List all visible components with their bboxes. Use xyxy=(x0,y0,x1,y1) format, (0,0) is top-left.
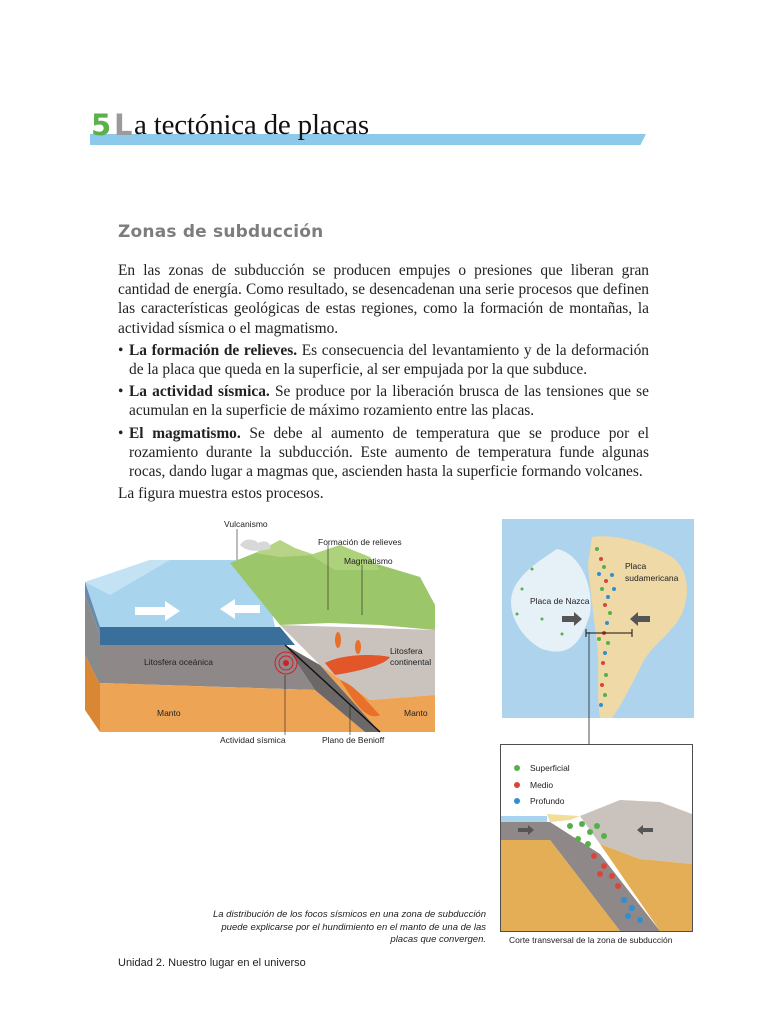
bullet-text: Se produce por la liberación brusca de las tensiones que se acumulan en la superficie de máximo rozamiento entre las placas. xyxy=(129,383,649,420)
label-placa-nazca: Placa de Nazca xyxy=(530,596,590,606)
legend-profundo-label: Profundo xyxy=(530,796,565,806)
label-placa: Placa xyxy=(625,561,647,571)
legend-superficial-label: Superficial xyxy=(530,763,570,773)
legend-profundo-dot xyxy=(514,798,520,804)
outro-paragraph: La figura muestra estos procesos. xyxy=(118,485,324,503)
legend-medio-dot xyxy=(514,782,520,788)
bullet-term: La actividad sísmica. xyxy=(129,383,270,401)
bullet-item xyxy=(118,424,649,482)
heading-first-letter: L xyxy=(114,108,133,142)
section-number: 5 xyxy=(91,108,112,142)
bullet-text: Se debe al aumento de temperatura que se produce por el rozamiento durante la subducción. Este aumento de temperatura funde algunas rocas, dando lugar a magmas que, ascienden hasta la superficie formando volcanes. xyxy=(129,424,650,481)
bullet-dot: • xyxy=(118,341,124,359)
heading-title: a tectónica de placas xyxy=(134,109,369,141)
label-actividad-sismica: Actividad sísmica xyxy=(220,735,286,745)
ocean-water xyxy=(501,816,547,822)
label-litosfera: Litosfera xyxy=(390,646,423,656)
label-plano-benioff: Plano de Benioff xyxy=(322,735,385,745)
volcanic-smoke-icon xyxy=(240,540,270,551)
label-litosfera-oceanica: Litosfera oceánica xyxy=(144,657,213,667)
cross-section-diagram xyxy=(500,744,693,932)
section-subheading: Zonas de subducción xyxy=(118,222,324,242)
label-manto-right: Manto xyxy=(404,708,428,718)
seismic-focus-icon xyxy=(283,660,289,666)
chapter-heading xyxy=(90,106,650,146)
south-america-map xyxy=(502,519,694,718)
legend-superficial-dot xyxy=(514,765,520,771)
cross-section-title: Corte transversal de la zona de subducción xyxy=(509,935,673,945)
bullet-term: La formación de relieves. xyxy=(129,341,298,359)
label-relieves: Formación de relieves xyxy=(318,537,402,547)
bullet-dot: • xyxy=(118,424,124,442)
label-magmatismo: Magmatismo xyxy=(344,556,393,566)
intro-paragraph: En las zonas de subducción se producen empujes o presiones que liberan gran cantidad de energía. Como resultado, se desencadenan una serie procesos que definen las características geológicas de estas regiones, como la formación de montañas, la actividad sísmica o el magmatismo. xyxy=(118,262,649,337)
page-footer: Unidad 2. Nuestro lugar en el universo xyxy=(118,957,306,969)
label-manto-left: Manto xyxy=(157,708,181,718)
ocean-front xyxy=(100,627,295,645)
bullet-item xyxy=(118,341,649,379)
magma-drop xyxy=(335,632,341,648)
magma-drop xyxy=(355,640,361,654)
label-sudamericana: sudamericana xyxy=(625,573,679,583)
bullet-list xyxy=(118,341,649,481)
label-continental: continental xyxy=(390,657,432,667)
legend-medio-label: Medio xyxy=(530,780,554,790)
figure-caption: La distribución de los focos sísmicos en una zona de subducción puede explicarse por el hundimiento en el manto de una de las placas que convergen. xyxy=(212,909,486,945)
bullet-term: El magmatismo. xyxy=(129,424,241,442)
bullet-text: Es consecuencia del levantamiento y de la deformación de la placa que queda en la superficie, al ser empujada por la que subduce. xyxy=(129,341,650,379)
bullet-dot: • xyxy=(118,383,124,401)
label-vulcanismo: Vulcanismo xyxy=(224,519,268,529)
subduction-block-diagram xyxy=(80,515,450,750)
body-text xyxy=(118,261,649,503)
oceanic-lithosphere xyxy=(100,645,315,690)
bullet-item xyxy=(118,382,649,420)
